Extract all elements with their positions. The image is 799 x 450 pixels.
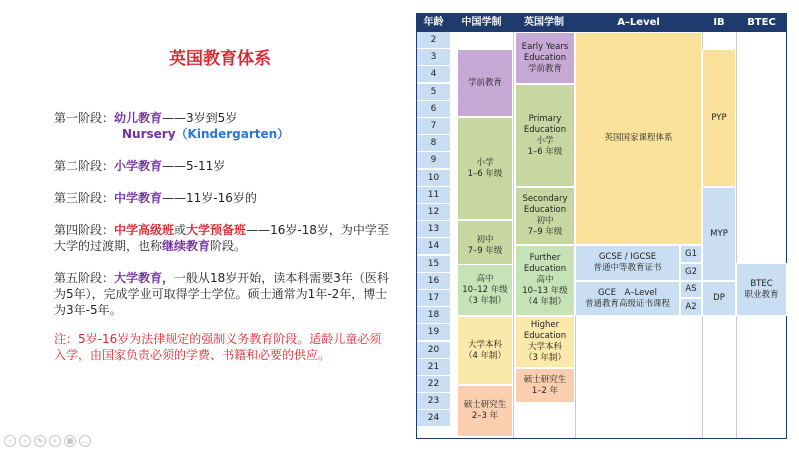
uk-further: [515, 245, 575, 316]
stage-5-prefix: 第五阶段：: [54, 271, 115, 285]
age-cell: 23: [417, 393, 450, 410]
stage-1-keyword: 幼儿教育: [114, 111, 163, 125]
uk-further-line5: （4 年制）: [523, 297, 567, 307]
age-cell: 22: [417, 376, 450, 393]
uk-early-years: [515, 32, 575, 84]
china-senior-line2: 10–12 年级: [462, 284, 508, 295]
china-primary-line2: 1–6 年级: [467, 168, 503, 179]
divider: [513, 32, 514, 438]
age-cell: 9: [417, 152, 450, 169]
grade-as: AS: [680, 281, 702, 298]
china-undergrad-line2: （4 年制）: [463, 350, 507, 361]
china-master-line1: 硕士研究生: [463, 400, 507, 410]
uk-master: [515, 368, 575, 403]
grade-a2: A2: [680, 298, 702, 316]
stage-1: [54, 110, 389, 126]
age-cell: 12: [417, 204, 450, 221]
stage-2-suffix: ——5-11岁: [162, 159, 226, 173]
uk-primary: [515, 84, 575, 187]
header-uk: 英国学制: [513, 14, 575, 32]
china-undergrad: [457, 316, 513, 385]
pen-icon[interactable]: ✎: [34, 435, 46, 447]
more-icon[interactable]: …: [79, 435, 91, 447]
china-senior-line3: （3 年制）: [463, 295, 507, 306]
grade-g2: G2: [680, 263, 702, 281]
uk-higher-line3: 大学本科: [527, 342, 562, 352]
uk-early-line1: Early Years: [521, 41, 569, 52]
alevel-gcse-line1: GCSE / IGCSE: [598, 252, 657, 262]
stage-1-en-nursery: Nursery: [122, 127, 176, 141]
uk-early-line3: 学前教育: [527, 63, 562, 74]
age-cell: 6: [417, 101, 450, 118]
stage-1-suffix: ——3岁到5岁: [162, 111, 238, 125]
age-cell: 14: [417, 238, 450, 255]
grade-g1: G1: [680, 245, 702, 263]
stage-3: [54, 190, 389, 206]
age-cell: 19: [417, 324, 450, 341]
uk-further-line4: 10–13 年级: [522, 286, 568, 296]
uk-secondary-line4: 7–9 年级: [527, 227, 563, 237]
uk-higher: [515, 316, 575, 368]
stage-5-suffix: 一般从18岁开始，读本科需要3年（医科为5年），完成学业可取得学士学位。硕士通常为1年-2年，博士为3年-5年。: [54, 271, 389, 317]
uk-higher-line2: Education: [523, 331, 567, 341]
age-cell: 3: [417, 49, 450, 66]
note: [54, 331, 389, 363]
grid-icon[interactable]: ▦: [64, 435, 76, 447]
china-master: [457, 385, 513, 437]
header-alevel: A–Level: [575, 14, 702, 32]
age-cell: 11: [417, 187, 450, 204]
uk-secondary: [515, 187, 575, 245]
header-china: 中国学制: [450, 14, 513, 32]
stage-1-prefix: 第一阶段：: [54, 111, 115, 125]
slide-toolbar: [4, 435, 91, 447]
ib-dp-label: DP: [713, 293, 725, 303]
age-cell: 5: [417, 84, 450, 101]
stage-4-prefix: 第四阶段：: [54, 223, 115, 237]
stage-3-prefix: 第三阶段：: [54, 191, 115, 205]
page-title: 英国教育体系: [169, 49, 271, 69]
note-label: 注：: [54, 332, 79, 346]
btec-line2: 职业教育: [744, 289, 779, 300]
education-chart: [416, 13, 787, 439]
uk-primary-line3: 小学: [536, 135, 554, 146]
uk-early-line2: Education: [523, 52, 567, 63]
stage-4-end: 阶段。: [210, 239, 247, 253]
alevel-national-curriculum: [575, 32, 702, 245]
china-undergrad-line1: 大学本科: [467, 339, 502, 350]
alevel-gcse: [575, 245, 680, 281]
stage-3-suffix: ——11岁-16岁的: [162, 191, 257, 205]
stage-4-keyword-3: 继续教育: [162, 239, 211, 253]
age-cell: 15: [417, 256, 450, 273]
uk-further-line1: Further: [529, 253, 561, 263]
uk-higher-line4: （3 年制）: [523, 353, 567, 363]
china-junior-line2: 7–9 年级: [467, 246, 503, 256]
uk-further-line3: 高中: [536, 275, 554, 285]
uk-master-line2: 1–2 年: [531, 385, 559, 396]
age-cell: 10: [417, 170, 450, 187]
stage-4-keyword-2: 大学预备班: [186, 223, 247, 237]
stage-3-keyword: 中学教育: [114, 191, 163, 205]
stage-4: [54, 222, 389, 254]
age-cell: 13: [417, 221, 450, 238]
age-cell: 16: [417, 273, 450, 290]
stage-1-english: [122, 126, 289, 142]
china-primary-line1: 小学: [476, 157, 494, 168]
china-primary: [457, 117, 513, 220]
uk-secondary-line1: Secondary: [522, 194, 568, 204]
age-cell: 24: [417, 410, 450, 427]
china-senior-line1: 高中: [476, 273, 494, 284]
age-cell: 21: [417, 359, 450, 376]
alevel-gce-line2: 普通教育高级证书课程: [584, 298, 670, 309]
header-age: 年龄: [417, 14, 450, 32]
uk-further-line2: Education: [523, 264, 567, 274]
ib-dp: [702, 281, 736, 316]
age-cell: 8: [417, 135, 450, 152]
china-master-line2: 2–3 年: [471, 411, 499, 421]
alevel-national-label: 英国国家课程体系: [604, 133, 673, 143]
ib-myp-label: MYP: [710, 228, 728, 239]
btec-vocational: [736, 263, 787, 316]
stage-1-en-kindergarten: （Kindergarten）: [175, 127, 290, 141]
stage-2-prefix: 第二阶段：: [54, 159, 115, 173]
note-text: 5岁-16岁为法律规定的强制义务教育阶段。适龄儿童必须入学，由国家负责必须的学费、书籍和必要的供应。: [54, 332, 382, 362]
age-cell: 20: [417, 342, 450, 359]
china-junior-line1: 初中: [476, 235, 494, 245]
btec-line1: BTEC: [750, 278, 773, 289]
uk-secondary-line2: Education: [523, 205, 567, 215]
uk-primary-line1: Primary: [528, 113, 562, 124]
ib-pyp: [702, 49, 736, 187]
stage-4-mid: 或: [174, 223, 187, 237]
ib-myp: [702, 187, 736, 281]
uk-primary-line2: Education: [523, 124, 567, 135]
age-cell: 7: [417, 118, 450, 135]
age-cell: 4: [417, 66, 450, 83]
china-preschool: [457, 49, 513, 117]
zoom-icon[interactable]: ⌕: [49, 435, 61, 447]
uk-higher-line1: Higher: [530, 320, 560, 330]
china-preschool-label: 学前教育: [467, 77, 502, 88]
uk-master-line1: 硕士研究生: [523, 374, 567, 385]
age-cell: 2: [417, 32, 450, 49]
age-cell: 18: [417, 307, 450, 324]
next-icon[interactable]: ›: [19, 435, 31, 447]
china-senior: [457, 264, 513, 316]
header-ib: IB: [702, 14, 736, 32]
header-btec: BTEC: [736, 14, 787, 32]
uk-primary-line4: 1–6 年级: [527, 146, 563, 157]
prev-icon[interactable]: ‹: [4, 435, 16, 447]
ib-pyp-label: PYP: [711, 112, 727, 123]
alevel-gce-line1: GCE A–Level: [598, 287, 657, 298]
stage-5: [54, 270, 389, 318]
alevel-gcse-line2: 普通中等教育证书: [593, 263, 662, 273]
stage-4-suffix: ——16岁-18岁，为中学至大学的过渡期，也称: [54, 223, 389, 253]
stage-2: [54, 158, 389, 174]
uk-secondary-line3: 初中: [536, 216, 554, 226]
stage-2-keyword: 小学教育: [114, 159, 163, 173]
age-cell: 17: [417, 290, 450, 307]
stage-5-keyword: 大学教育，: [114, 271, 175, 285]
divider: [736, 32, 737, 438]
alevel-gce: [575, 281, 680, 316]
stage-4-keyword-1: 中学高级班: [114, 223, 175, 237]
